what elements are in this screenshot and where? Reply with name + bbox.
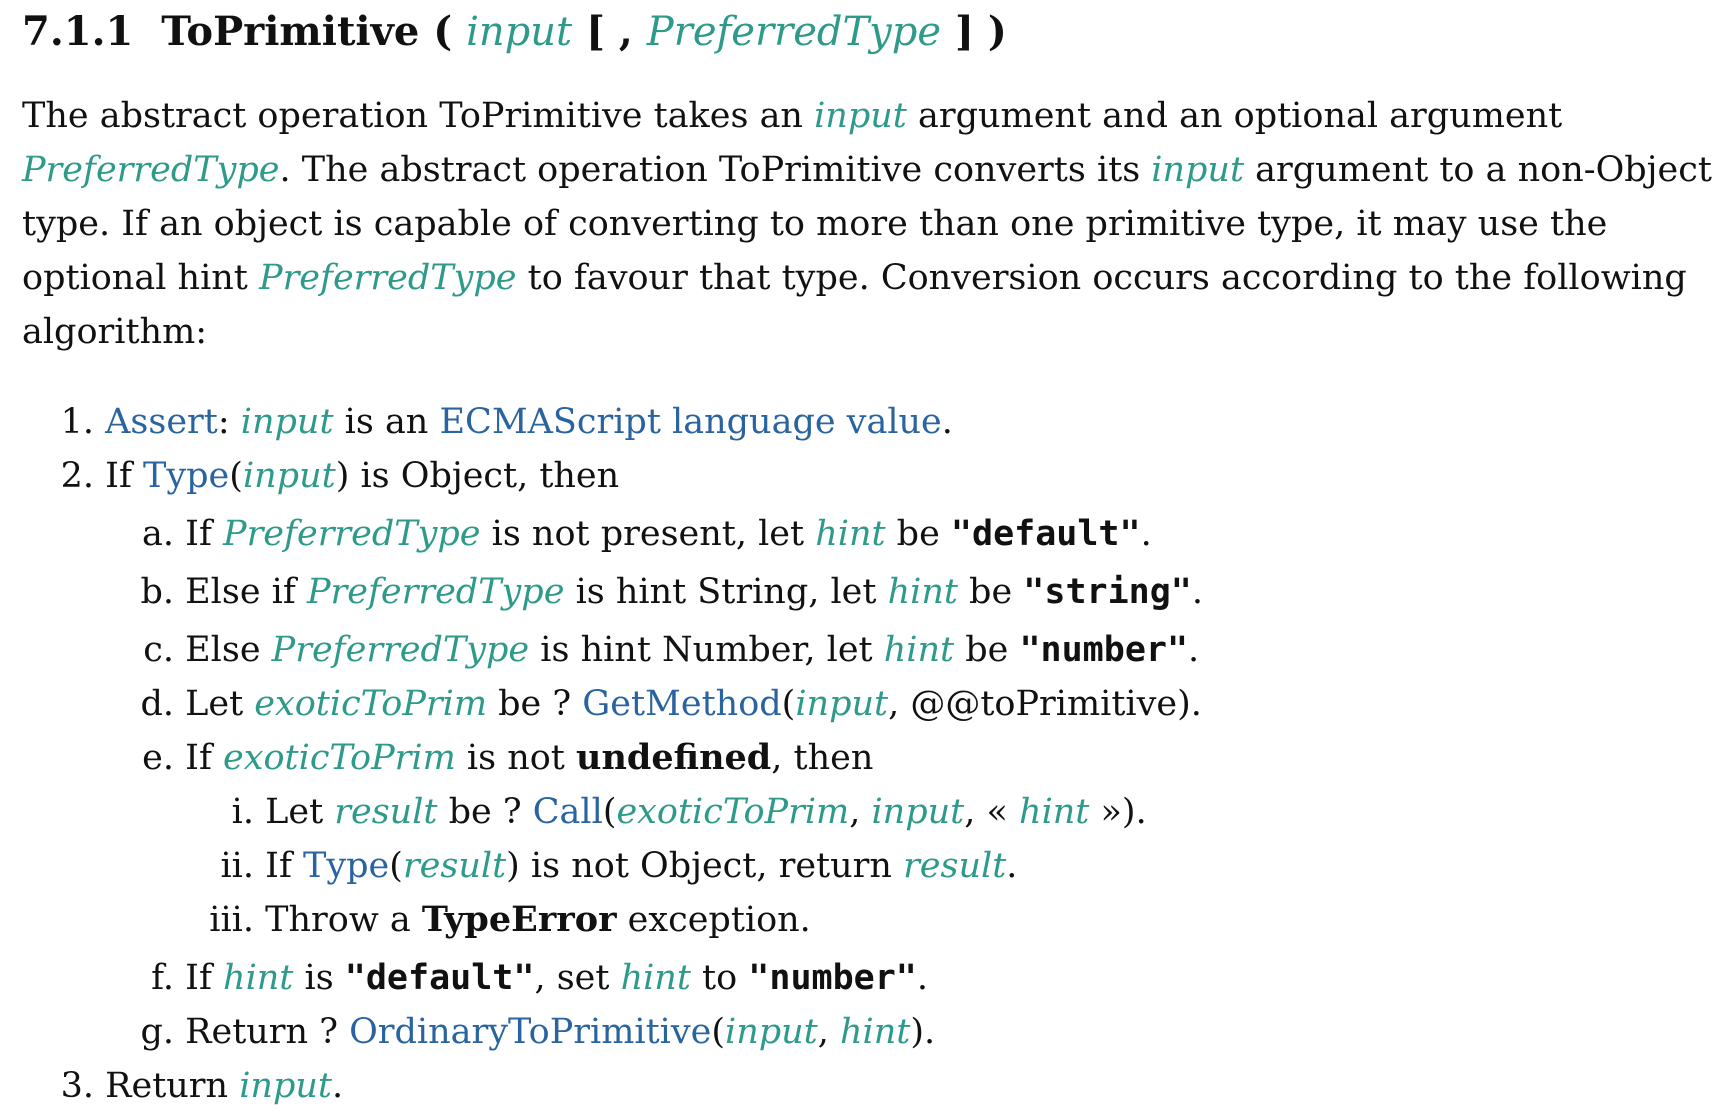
step-marker: 2. (60, 456, 94, 496)
step-marker: b. (140, 572, 174, 612)
step-marker: g. (140, 1012, 174, 1052)
code-literal: "default" (344, 958, 535, 998)
step-2d: d. Let exoticToPrim be ? GetMethod(input, @@toPrimitive). (0, 677, 1202, 731)
intro-line-5: algorithm: (22, 312, 208, 352)
code-literal: "number" (1019, 630, 1189, 670)
step-2c: c. Else PreferredType is hint Number, let hint be "number". (0, 623, 1199, 677)
step-2f: f. If hint is "default", set hint to "number". (0, 951, 928, 1005)
var-preferred-type: PreferredType (22, 150, 280, 190)
section-number: 7.1.1 (22, 8, 134, 55)
step-marker: 3. (60, 1066, 94, 1106)
param-preferred-type: PreferredType (646, 9, 942, 55)
code-literal: "default" (950, 514, 1141, 554)
step-marker: d. (140, 684, 174, 724)
step-marker: 1. (60, 402, 94, 442)
step-marker: i. (231, 792, 254, 832)
var-preferred-type: PreferredType (259, 258, 517, 298)
step-3: 3. Return input. (0, 1059, 343, 1113)
step-1: 1. Assert: input is an ECMAScript language value. (0, 395, 953, 449)
keyword-undefined: undefined (576, 737, 772, 778)
code-literal: "number" (748, 958, 917, 998)
intro-line-1: The abstract operation ToPrimitive takes an input argument and an optional argument (22, 96, 1563, 136)
link-type[interactable]: Type (143, 456, 230, 496)
step-2b: b. Else if PreferredType is hint String, let hint be "string". (0, 565, 1203, 619)
step-2e: e. If exoticToPrim is not undefined, then (0, 731, 873, 785)
step-2: 2. If Type(input) is Object, then (0, 449, 619, 503)
link-ecmascript-language-value[interactable]: ECMAScript language value (439, 402, 942, 442)
var-input: input (814, 96, 907, 136)
intro-line-4: optional hint PreferredType to favour that type. Conversion occurs according to the following (22, 258, 1687, 298)
var-input: input (1151, 150, 1245, 190)
step-marker: f. (151, 958, 174, 998)
intro-line-2: PreferredType. The abstract operation ToPrimitive converts its input argument to a non-Object (22, 150, 1712, 190)
link-call[interactable]: Call (532, 792, 603, 832)
link-assert[interactable]: Assert (105, 402, 218, 442)
step-2a: a. If PreferredType is not present, let hint be "default". (0, 507, 1152, 561)
section-heading: 7.1.1 ToPrimitive ( input [ , PreferredType ] ) (22, 8, 1007, 55)
step-2e-iii: iii. Throw a TypeError exception. (0, 893, 811, 947)
step-marker: a. (142, 514, 174, 554)
link-type[interactable]: Type (303, 846, 390, 886)
param-input: input (466, 9, 573, 55)
step-2g: g. Return ? OrdinaryToPrimitive(input, hint). (0, 1005, 935, 1059)
step-marker: ii. (220, 846, 254, 886)
step-2e-ii: ii. If Type(result) is not Object, return result. (0, 839, 1017, 893)
step-marker: e. (142, 738, 174, 778)
section-name: ToPrimitive (161, 8, 420, 55)
step-marker: c. (143, 630, 174, 670)
keyword-typeerror: TypeError (421, 899, 617, 940)
link-getmethod[interactable]: GetMethod (582, 684, 782, 724)
step-2e-i: i. Let result be ? Call(exoticToPrim, input, « hint »). (0, 785, 1147, 839)
code-literal: "string" (1023, 572, 1192, 612)
link-ordinarytoprimitive[interactable]: OrdinaryToPrimitive (349, 1012, 712, 1052)
intro-line-3: type. If an object is capable of converting to more than one primitive type, it may use the (22, 204, 1608, 244)
step-marker: iii. (209, 900, 254, 940)
